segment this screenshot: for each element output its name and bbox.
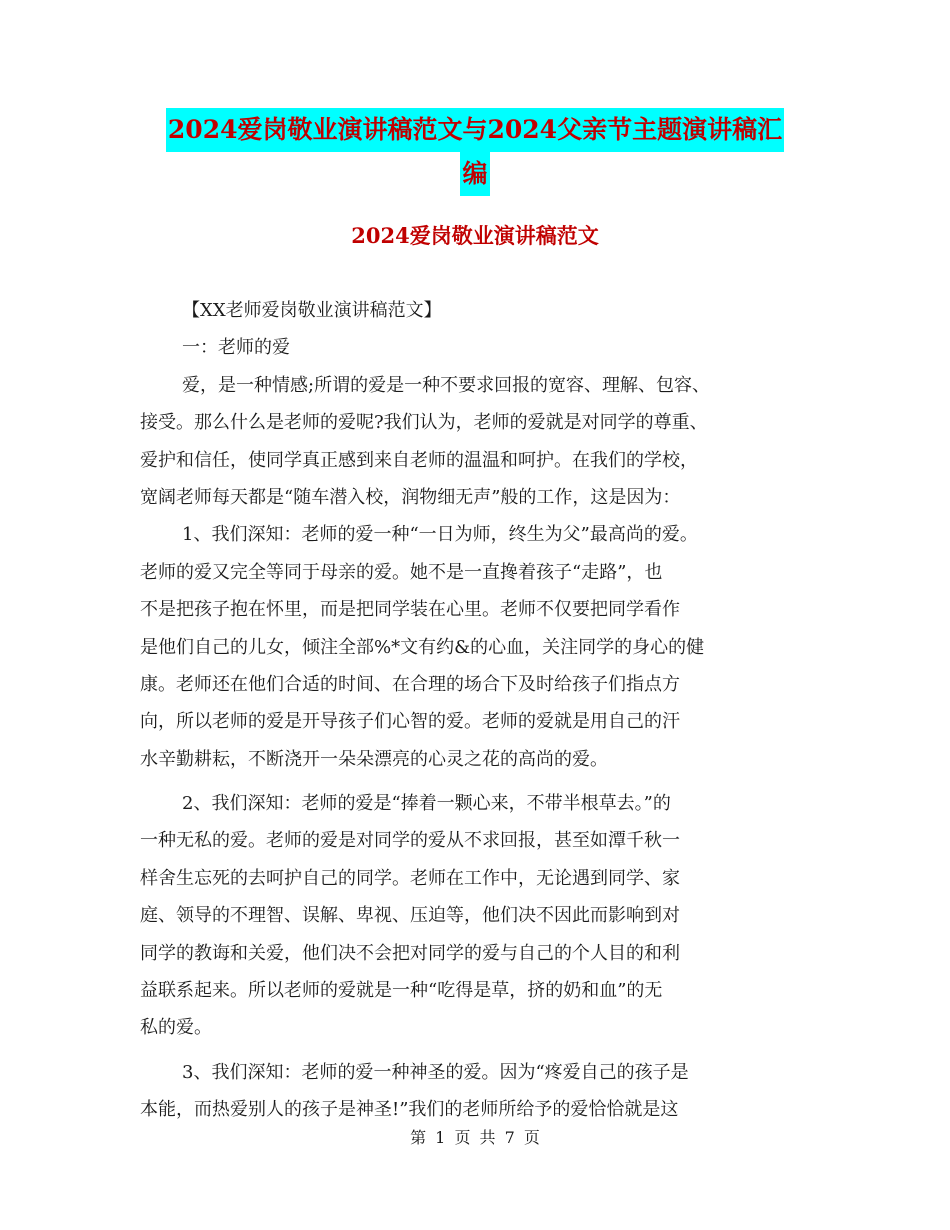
page-footer: 第 1 页 共 7 页 — [410, 1128, 540, 1147]
paragraph-line: 接受。那么什么是老师的爱呢?我们认为，老师的爱就是对同学的尊重、 — [140, 412, 708, 434]
paragraph-line: 一种无私的爱。老师的爱是对同学的爱从不求回报，甚至如潭千秋一 — [140, 830, 680, 852]
paragraph-line: 益联系起来。所以老师的爱就是一种“吃得是草，挤的奶和血”的无 — [140, 980, 663, 1002]
paragraph-line: 爱护和信任，使同学真正感到来自老师的温温和呵护。在我们的学校， — [140, 449, 698, 471]
paragraph-line: 不是把孩子抱在怀里，而是把同学装在心里。老师不仅要把同学看作 — [140, 599, 680, 621]
paragraph-line: 老师的爱又完全等同于母亲的爱。她不是一直搀着孩子“走路”，也 — [140, 561, 663, 583]
document-title — [0, 108, 950, 196]
paragraph-line: 水辛勤耕耘，不断浇开一朵朵漂亮的心灵之花的高尚的爱。 — [140, 748, 608, 770]
title-line-1: 2024爱岗敬业演讲稿范文与2024父亲节主题演讲稿汇 — [166, 108, 784, 152]
paragraph-line: 一：老师的爱 — [182, 337, 290, 359]
title-line-2: 编 — [460, 152, 489, 196]
paragraph-line: 私的爱。 — [140, 1017, 212, 1039]
paragraph-line: 样舍生忘死的去呵护自己的同学。老师在工作中，无论遇到同学、家 — [140, 867, 680, 889]
paragraph-line: 宽阔老师每天都是“随车潜入校，润物细无声”般的工作，这是因为： — [140, 486, 681, 508]
paragraph-line: 【XX老师爱岗敬业演讲稿范文】 — [182, 300, 442, 321]
paragraph-line: 本能，而热爱别人的孩子是神圣!”我们的老师所给予的爱恰恰就是这 — [140, 1099, 679, 1121]
paragraph-line: 爱，是一种情感;所谓的爱是一种不要求回报的宽容、理解、包容、 — [182, 374, 711, 396]
paragraph-line: 3、我们深知：老师的爱一种神圣的爱。因为“疼爱自己的孩子是 — [182, 1061, 689, 1083]
paragraph-line: 同学的教诲和关爱，他们决不会把对同学的爱与自己的个人目的和利 — [140, 942, 680, 964]
paragraph-line: 向，所以老师的爱是开导孩子们心智的爱。老师的爱就是用自己的汗 — [140, 711, 680, 733]
paragraph-line: 康。老师还在他们合适的时间、在合理的场合下及时给孩子们指点方 — [140, 673, 680, 695]
paragraph-line: 2、我们深知：老师的爱是“捧着一颗心来，不带半根草去。”的 — [182, 793, 671, 815]
section-heading: 2024爱岗敬业演讲稿范文 — [351, 223, 599, 248]
paragraph-line: 庭、领导的不理智、误解、卑视、压迫等，他们决不因此而影响到对 — [140, 905, 680, 927]
paragraph-line: 1、我们深知：老师的爱一种“一日为师，终生为父”最高尚的爱。 — [182, 524, 698, 546]
paragraph-line: 是他们自己的儿女，倾注全部%*文有约&的心血，关注同学的身心的健 — [140, 636, 705, 658]
document-body — [140, 292, 830, 1129]
